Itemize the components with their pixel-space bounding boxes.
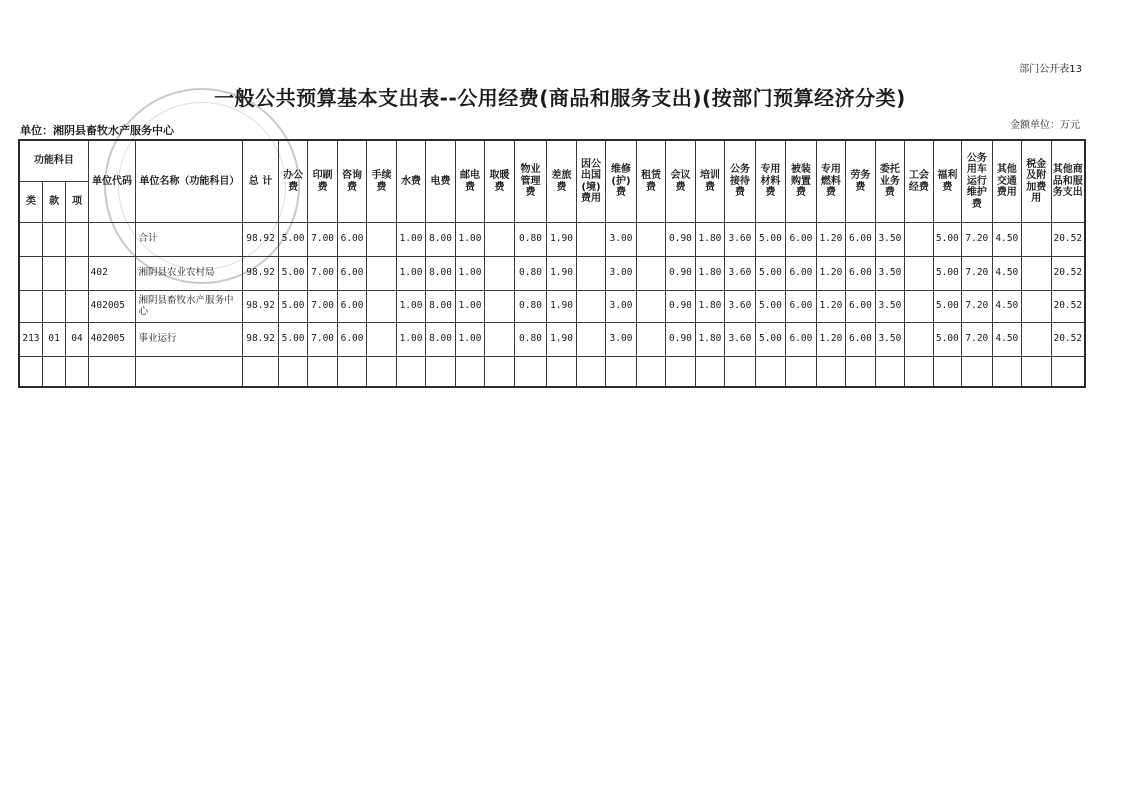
empty-cell bbox=[875, 357, 904, 387]
value-cell: 6.00 bbox=[786, 257, 817, 291]
empty-cell bbox=[606, 357, 637, 387]
value-cell: 3.50 bbox=[875, 291, 904, 323]
value-cell: 5.00 bbox=[755, 323, 786, 357]
value-cell: 6.00 bbox=[786, 291, 817, 323]
col-header: 物业管理费 bbox=[514, 140, 547, 223]
value-cell: 1.00 bbox=[396, 291, 425, 323]
value-cell: 98.92 bbox=[243, 323, 279, 357]
empty-cell bbox=[1022, 357, 1051, 387]
table-row bbox=[19, 291, 1085, 323]
value-cell: 1.00 bbox=[396, 223, 425, 257]
unit-code-cell bbox=[88, 223, 136, 257]
value-cell: 0.90 bbox=[666, 257, 695, 291]
unit-code-cell: 402 bbox=[88, 257, 136, 291]
kuan-header: 款 bbox=[42, 182, 65, 223]
col-header: 福利费 bbox=[933, 140, 961, 223]
value-cell: 5.00 bbox=[278, 323, 307, 357]
value-cell bbox=[1022, 323, 1051, 357]
value-cell bbox=[905, 323, 933, 357]
empty-cell bbox=[367, 357, 396, 387]
col-header: 因公出国(境)费用 bbox=[576, 140, 605, 223]
value-cell bbox=[905, 291, 933, 323]
col-header: 工会经费 bbox=[905, 140, 933, 223]
unit-name-cell: 湘阴县农业农村局 bbox=[136, 257, 243, 291]
xiang-cell bbox=[66, 223, 88, 257]
empty-cell bbox=[19, 357, 42, 387]
value-cell: 7.00 bbox=[308, 291, 337, 323]
unit-name-header: 单位名称（功能科目） bbox=[136, 140, 243, 223]
value-cell: 1.80 bbox=[695, 257, 724, 291]
value-cell: 4.50 bbox=[992, 291, 1021, 323]
value-cell: 7.00 bbox=[308, 257, 337, 291]
value-cell: 1.20 bbox=[816, 223, 845, 257]
empty-cell bbox=[666, 357, 695, 387]
budget-table bbox=[18, 139, 1086, 388]
value-cell: 5.00 bbox=[933, 257, 961, 291]
value-cell: 6.00 bbox=[337, 323, 366, 357]
form-number: 部门公开表13 bbox=[1019, 64, 1082, 75]
unit-code-header: 单位代码 bbox=[88, 140, 136, 223]
table-row bbox=[19, 223, 1085, 257]
value-cell: 3.60 bbox=[725, 291, 756, 323]
value-cell: 3.50 bbox=[875, 223, 904, 257]
value-cell: 1.90 bbox=[547, 223, 576, 257]
value-cell: 1.90 bbox=[547, 291, 576, 323]
empty-cell bbox=[755, 357, 786, 387]
value-cell bbox=[576, 257, 605, 291]
value-cell: 5.00 bbox=[278, 257, 307, 291]
value-cell bbox=[636, 257, 665, 291]
col-header: 被装购置费 bbox=[786, 140, 817, 223]
xiang-cell: 04 bbox=[66, 323, 88, 357]
value-cell: 1.00 bbox=[455, 291, 484, 323]
kuan-cell bbox=[42, 223, 65, 257]
value-cell: 1.80 bbox=[695, 291, 724, 323]
page-title: 一般公共预算基本支出表--公用经费(商品和服务支出)(按部门预算经济分类) bbox=[214, 86, 906, 110]
value-cell: 20.52 bbox=[1051, 291, 1085, 323]
col-header: 办公费 bbox=[278, 140, 307, 223]
col-header: 水费 bbox=[396, 140, 425, 223]
header-row-1 bbox=[19, 140, 1085, 182]
value-cell: 0.90 bbox=[666, 223, 695, 257]
unit-name-cell: 事业运行 bbox=[136, 323, 243, 357]
value-cell bbox=[485, 291, 514, 323]
value-cell: 4.50 bbox=[992, 223, 1021, 257]
value-cell: 0.80 bbox=[514, 257, 547, 291]
value-cell: 8.00 bbox=[426, 257, 455, 291]
empty-cell bbox=[846, 357, 875, 387]
value-cell bbox=[1022, 291, 1051, 323]
col-header: 维修(护)费 bbox=[606, 140, 637, 223]
lei-header: 类 bbox=[19, 182, 42, 223]
value-cell: 1.00 bbox=[455, 323, 484, 357]
empty-cell bbox=[455, 357, 484, 387]
value-cell: 5.00 bbox=[933, 223, 961, 257]
col-header: 差旅费 bbox=[547, 140, 576, 223]
value-cell: 1.80 bbox=[695, 223, 724, 257]
value-cell: 7.00 bbox=[308, 323, 337, 357]
value-cell: 6.00 bbox=[337, 291, 366, 323]
value-cell: 1.80 bbox=[695, 323, 724, 357]
col-header: 咨询费 bbox=[337, 140, 366, 223]
col-header: 手续费 bbox=[367, 140, 396, 223]
empty-cell bbox=[66, 357, 88, 387]
value-cell bbox=[1022, 257, 1051, 291]
value-cell: 0.80 bbox=[514, 223, 547, 257]
value-cell: 3.00 bbox=[606, 323, 637, 357]
empty-cell bbox=[485, 357, 514, 387]
empty-cell bbox=[962, 357, 993, 387]
value-cell bbox=[905, 223, 933, 257]
empty-cell bbox=[992, 357, 1021, 387]
col-header: 其他交通费用 bbox=[992, 140, 1021, 223]
value-cell: 5.00 bbox=[755, 223, 786, 257]
col-header: 邮电费 bbox=[455, 140, 484, 223]
empty-cell bbox=[243, 357, 279, 387]
kuan-cell bbox=[42, 291, 65, 323]
value-cell: 20.52 bbox=[1051, 323, 1085, 357]
lei-cell bbox=[19, 291, 42, 323]
value-cell bbox=[367, 323, 396, 357]
empty-cell bbox=[816, 357, 845, 387]
value-cell: 4.50 bbox=[992, 257, 1021, 291]
value-cell: 4.50 bbox=[992, 323, 1021, 357]
value-cell: 1.90 bbox=[547, 257, 576, 291]
value-cell bbox=[636, 323, 665, 357]
col-header: 专用材料费 bbox=[755, 140, 786, 223]
value-cell: 8.00 bbox=[426, 223, 455, 257]
empty-cell bbox=[42, 357, 65, 387]
value-cell: 3.00 bbox=[606, 257, 637, 291]
money-unit-label: 金额单位：万元 bbox=[1010, 120, 1080, 131]
col-header: 培训费 bbox=[695, 140, 724, 223]
empty-cell bbox=[576, 357, 605, 387]
value-cell: 8.00 bbox=[426, 291, 455, 323]
empty-cell bbox=[1051, 357, 1085, 387]
xiang-cell bbox=[66, 291, 88, 323]
value-cell: 6.00 bbox=[337, 223, 366, 257]
empty-cell bbox=[695, 357, 724, 387]
value-cell: 1.00 bbox=[455, 257, 484, 291]
empty-cell bbox=[933, 357, 961, 387]
empty-cell bbox=[905, 357, 933, 387]
empty-row bbox=[19, 357, 1085, 387]
value-cell: 6.00 bbox=[786, 223, 817, 257]
value-cell bbox=[905, 257, 933, 291]
empty-cell bbox=[337, 357, 366, 387]
xiang-header: 项 bbox=[66, 182, 88, 223]
empty-cell bbox=[278, 357, 307, 387]
value-cell bbox=[485, 223, 514, 257]
value-cell bbox=[485, 323, 514, 357]
value-cell: 1.90 bbox=[547, 323, 576, 357]
value-cell: 20.52 bbox=[1051, 223, 1085, 257]
empty-cell bbox=[308, 357, 337, 387]
col-header: 劳务费 bbox=[846, 140, 875, 223]
value-cell: 7.20 bbox=[962, 323, 993, 357]
col-header: 公务接待费 bbox=[725, 140, 756, 223]
unit-code-cell: 402005 bbox=[88, 323, 136, 357]
value-cell bbox=[576, 223, 605, 257]
value-cell: 6.00 bbox=[846, 257, 875, 291]
value-cell: 98.92 bbox=[243, 291, 279, 323]
col-header: 税金及附加费用 bbox=[1022, 140, 1051, 223]
kuan-cell bbox=[42, 257, 65, 291]
value-cell: 0.80 bbox=[514, 323, 547, 357]
lei-cell bbox=[19, 223, 42, 257]
col-header: 委托业务费 bbox=[875, 140, 904, 223]
value-cell bbox=[367, 223, 396, 257]
value-cell: 5.00 bbox=[755, 291, 786, 323]
col-header: 租赁费 bbox=[636, 140, 665, 223]
empty-cell bbox=[136, 357, 243, 387]
value-cell: 5.00 bbox=[278, 291, 307, 323]
lei-cell: 213 bbox=[19, 323, 42, 357]
empty-cell bbox=[636, 357, 665, 387]
value-cell: 0.90 bbox=[666, 291, 695, 323]
value-cell bbox=[576, 291, 605, 323]
col-header: 电费 bbox=[426, 140, 455, 223]
lei-cell bbox=[19, 257, 42, 291]
empty-cell bbox=[786, 357, 817, 387]
empty-cell bbox=[514, 357, 547, 387]
empty-cell bbox=[88, 357, 136, 387]
value-cell: 1.20 bbox=[816, 323, 845, 357]
value-cell: 5.00 bbox=[933, 291, 961, 323]
table-body bbox=[19, 223, 1085, 387]
value-cell: 5.00 bbox=[755, 257, 786, 291]
unit-name-cell: 合计 bbox=[136, 223, 243, 257]
col-header: 总 计 bbox=[243, 140, 279, 223]
unit-code-cell: 402005 bbox=[88, 291, 136, 323]
col-header: 专用燃料费 bbox=[816, 140, 845, 223]
table-row bbox=[19, 257, 1085, 291]
value-cell: 8.00 bbox=[426, 323, 455, 357]
unit-label: 单位：湘阴县畜牧水产服务中心 bbox=[20, 124, 174, 137]
value-cell: 6.00 bbox=[846, 323, 875, 357]
value-cell: 1.20 bbox=[816, 257, 845, 291]
value-cell: 1.00 bbox=[455, 223, 484, 257]
value-cell: 3.60 bbox=[725, 257, 756, 291]
empty-cell bbox=[547, 357, 576, 387]
value-cell bbox=[367, 257, 396, 291]
value-cell: 5.00 bbox=[933, 323, 961, 357]
value-cell bbox=[576, 323, 605, 357]
value-cell: 6.00 bbox=[337, 257, 366, 291]
value-cell: 6.00 bbox=[786, 323, 817, 357]
empty-cell bbox=[396, 357, 425, 387]
value-cell: 3.50 bbox=[875, 257, 904, 291]
value-cell: 1.20 bbox=[816, 291, 845, 323]
value-cell: 0.90 bbox=[666, 323, 695, 357]
unit-name-cell: 湘阴县畜牧水产服务中心 bbox=[136, 291, 243, 323]
col-header: 取暖费 bbox=[485, 140, 514, 223]
value-cell: 7.20 bbox=[962, 223, 993, 257]
value-cell: 20.52 bbox=[1051, 257, 1085, 291]
value-cell bbox=[485, 257, 514, 291]
col-header: 公务用车运行维护费 bbox=[962, 140, 993, 223]
value-cell: 3.60 bbox=[725, 323, 756, 357]
value-cell: 3.60 bbox=[725, 223, 756, 257]
kuan-cell: 01 bbox=[42, 323, 65, 357]
col-header: 会议费 bbox=[666, 140, 695, 223]
table-row bbox=[19, 323, 1085, 357]
value-cell: 3.50 bbox=[875, 323, 904, 357]
empty-cell bbox=[426, 357, 455, 387]
func-subject-header: 功能科目 bbox=[19, 140, 88, 182]
value-cell bbox=[367, 291, 396, 323]
value-cell: 6.00 bbox=[846, 291, 875, 323]
value-cell: 1.00 bbox=[396, 323, 425, 357]
value-cell: 3.00 bbox=[606, 223, 637, 257]
value-cell: 3.00 bbox=[606, 291, 637, 323]
value-cell: 7.20 bbox=[962, 257, 993, 291]
col-header: 其他商品和服务支出 bbox=[1051, 140, 1085, 223]
xiang-cell bbox=[66, 257, 88, 291]
value-cell: 7.20 bbox=[962, 291, 993, 323]
value-cell: 98.92 bbox=[243, 257, 279, 291]
value-cell: 0.80 bbox=[514, 291, 547, 323]
col-header: 印刷费 bbox=[308, 140, 337, 223]
empty-cell bbox=[725, 357, 756, 387]
value-cell: 1.00 bbox=[396, 257, 425, 291]
value-cell bbox=[636, 291, 665, 323]
value-cell: 98.92 bbox=[243, 223, 279, 257]
value-cell bbox=[636, 223, 665, 257]
value-cell: 6.00 bbox=[846, 223, 875, 257]
value-cell bbox=[1022, 223, 1051, 257]
value-cell: 5.00 bbox=[278, 223, 307, 257]
value-cell: 7.00 bbox=[308, 223, 337, 257]
